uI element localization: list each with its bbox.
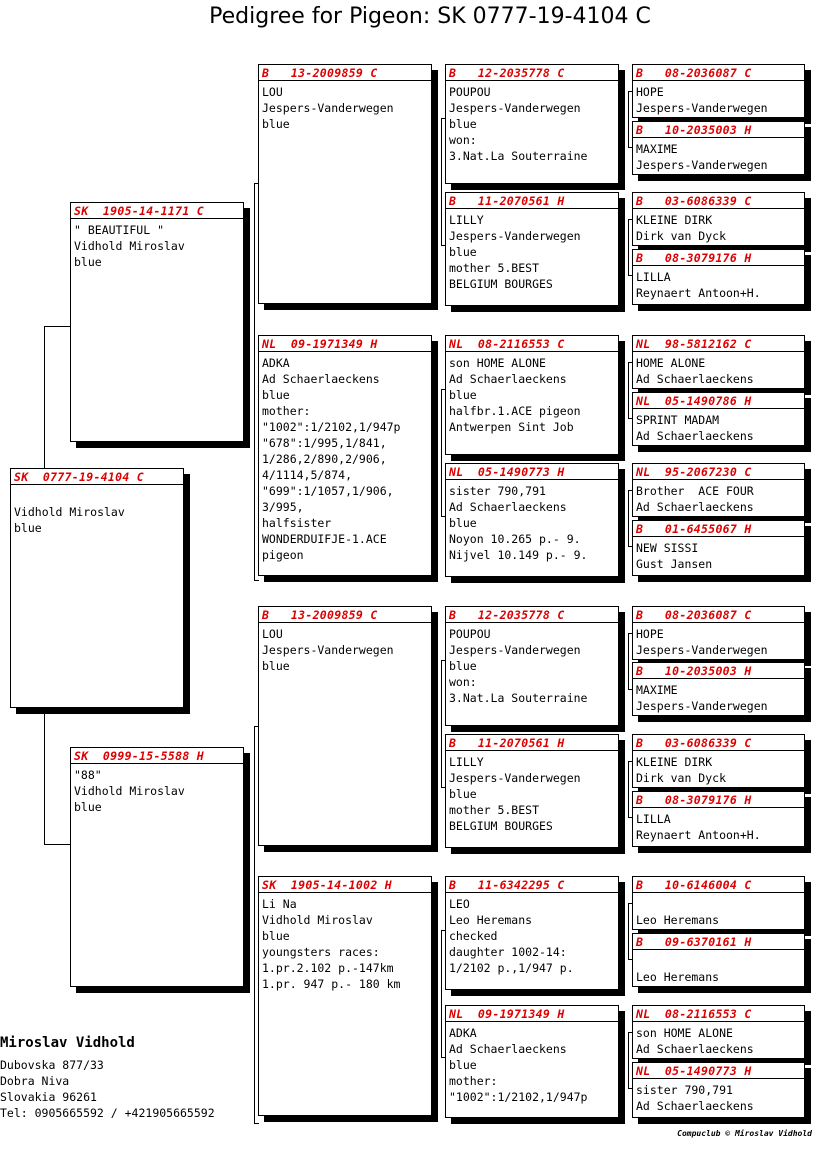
ring-number: B 10-2035003 H	[636, 664, 752, 678]
detail-line: Jespers-Vanderwegen	[449, 101, 581, 115]
detail-line: Reynaert Antoon+H.	[636, 828, 761, 842]
card-divider	[259, 892, 431, 893]
pigeon-details	[259, 626, 431, 674]
detail-line: 3/995,	[262, 500, 304, 514]
ring-number: NL 08-2116553 C	[636, 1007, 752, 1021]
detail-line: "1002":1/2102,1/947p	[262, 420, 401, 434]
detail-line: won:	[449, 675, 477, 689]
detail-line: Jespers-Vanderwegen	[262, 101, 394, 115]
card-divider	[446, 892, 618, 893]
ring-number: B 08-2036087 C	[636, 608, 752, 622]
pigeon-details	[633, 896, 804, 928]
detail-line: Gust Jansen	[636, 557, 713, 571]
card-divider	[446, 750, 618, 751]
owner-block	[0, 1035, 215, 1121]
detail-line: youngsters races:	[262, 945, 380, 959]
card-divider	[633, 750, 804, 751]
detail-line: son HOME ALONE	[636, 1026, 733, 1040]
detail-line: Ad Schaerlaeckens	[262, 372, 380, 386]
pigeon-card	[632, 463, 805, 517]
owner-name: Miroslav Vidhold	[0, 1035, 135, 1051]
detail-line: HOPE	[636, 627, 664, 641]
ring-number: B 03-6086339 C	[636, 194, 752, 208]
card-divider	[446, 80, 618, 81]
detail-line: Noyon 10.265 p.- 9.	[449, 532, 581, 546]
pigeon-details	[633, 626, 804, 658]
detail-line: halfbr.1.ACE pigeon	[449, 404, 581, 418]
ring-number: B 10-2035003 H	[636, 123, 752, 137]
detail-line: Jespers-Vanderwegen	[636, 699, 768, 713]
pigeon-card	[632, 933, 805, 987]
pigeon-card	[632, 734, 805, 788]
pigeon-details	[446, 1025, 618, 1105]
detail-line: Jespers-Vanderwegen	[449, 643, 581, 657]
detail-line: KLEINE DIRK	[636, 755, 713, 769]
detail-line: mother:	[262, 404, 311, 418]
pigeon-card	[632, 249, 805, 305]
detail-line	[14, 488, 183, 504]
detail-line: pigeon	[262, 548, 304, 562]
ring-number: B 13-2009859 C	[262, 66, 378, 80]
detail-line: Nijvel 10.149 p.- 9.	[449, 548, 588, 562]
card-divider	[633, 622, 804, 623]
card-divider	[71, 218, 243, 219]
card-divider	[71, 763, 243, 764]
detail-line: blue	[449, 659, 477, 673]
pigeon-card	[445, 335, 619, 455]
ring-number: B 10-6146004 C	[636, 878, 752, 892]
detail-line: blue	[262, 929, 290, 943]
detail-line: blue	[449, 388, 477, 402]
detail-line: 1/2102 p.,1/947 p.	[449, 961, 574, 975]
detail-line: Vidhold Miroslav	[74, 239, 185, 253]
pigeon-card	[445, 734, 619, 848]
detail-line: sister 790,791	[449, 484, 546, 498]
pigeon-details	[633, 84, 804, 116]
pigeon-card	[632, 1005, 805, 1059]
pigeon-details	[633, 483, 804, 515]
pigeon-details	[633, 754, 804, 786]
pigeon-card	[445, 1005, 619, 1118]
pigeon-details	[633, 540, 804, 572]
detail-line: blue	[449, 1058, 477, 1072]
card-divider	[633, 892, 804, 893]
pigeon-details	[446, 355, 618, 435]
pigeon-details	[633, 355, 804, 387]
detail-line: Leo Heremans	[636, 970, 720, 984]
detail-line: Ad Schaerlaeckens	[449, 372, 567, 386]
detail-line: daughter 1002-14:	[449, 945, 567, 959]
detail-line: blue	[262, 117, 290, 131]
detail-line: Antwerpen Sint Job	[449, 420, 574, 434]
ring-number: SK 1905-14-1171 C	[74, 204, 205, 218]
pigeon-details	[446, 626, 618, 706]
card-divider	[633, 351, 804, 352]
pigeon-details	[633, 811, 804, 843]
detail-line: blue	[262, 388, 290, 402]
detail-line: Brother ACE FOUR	[636, 484, 754, 498]
detail-line: SPRINT MADAM	[636, 413, 720, 427]
pigeon-details	[446, 896, 618, 976]
card-divider	[446, 1021, 618, 1022]
detail-line: Jespers-Vanderwegen	[636, 643, 768, 657]
pigeon-card	[632, 121, 805, 175]
card-divider	[259, 622, 431, 623]
detail-line: mother 5.BEST	[449, 261, 540, 275]
pigeon-card	[445, 463, 619, 577]
detail-line: Leo Heremans	[636, 913, 720, 927]
pigeon-details	[446, 483, 618, 563]
ring-number: NL 05-1490773 H	[449, 465, 565, 479]
ring-number: B 09-6370161 H	[636, 935, 752, 949]
ring-number: SK 0777-19-4104 C	[14, 470, 145, 484]
pigeon-card	[445, 64, 619, 184]
detail-line: 1/286,2/890,2/906,	[262, 452, 387, 466]
detail-line: "699":1/1057,1/906,	[262, 484, 394, 498]
pigeon-details	[633, 141, 804, 173]
pigeon-details	[71, 222, 243, 270]
pigeon-card	[258, 876, 432, 1116]
ring-number: B 08-3079176 H	[636, 251, 752, 265]
pigeon-card	[445, 606, 619, 726]
detail-line: Li Na	[262, 897, 297, 911]
owner-address-line: Slovakia 96261	[0, 1090, 97, 1104]
detail-line: BELGIUM BOURGES	[449, 277, 553, 291]
pigeon-details	[633, 269, 804, 301]
ring-number: NL 05-1490786 H	[636, 394, 752, 408]
ring-number: B 11-2070561 H	[449, 736, 565, 750]
ring-number: B 08-3079176 H	[636, 793, 752, 807]
card-divider	[633, 1078, 804, 1079]
detail-line: blue	[449, 117, 477, 131]
detail-line: son HOME ALONE	[449, 356, 546, 370]
detail-line: Ad Schaerlaeckens	[636, 429, 754, 443]
pigeon-card	[632, 876, 805, 930]
card-divider	[633, 949, 804, 950]
ring-number: NL 09-1971349 H	[262, 337, 378, 351]
detail-line: blue	[449, 787, 477, 801]
detail-line: Dirk van Dyck	[636, 771, 727, 785]
detail-line: POUPOU	[449, 85, 491, 99]
detail-line: LOU	[262, 85, 283, 99]
detail-line: Jespers-Vanderwegen	[449, 771, 581, 785]
pigeon-card	[258, 335, 432, 576]
detail-line: blue	[14, 521, 42, 535]
card-divider	[633, 536, 804, 537]
pigeon-details	[633, 953, 804, 985]
detail-line: Vidhold Miroslav	[14, 505, 125, 519]
footer-credit: Compuclub © Miroslav Vidhold	[677, 1129, 812, 1138]
detail-line: NEW SISSI	[636, 541, 699, 555]
pigeon-card	[632, 791, 805, 847]
detail-line: halfsister	[262, 516, 332, 530]
detail-line: Jespers-Vanderwegen	[449, 229, 581, 243]
detail-line: LILLY	[449, 755, 484, 769]
pigeon-details	[633, 1082, 804, 1114]
detail-line: "88"	[74, 768, 102, 782]
detail-line: "678":1/995,1/841,	[262, 436, 387, 450]
detail-line: checked	[449, 929, 498, 943]
card-divider	[633, 208, 804, 209]
ring-number: SK 0999-15-5588 H	[74, 749, 205, 763]
detail-line: 3.Nat.La Souterraine	[449, 149, 588, 163]
pigeon-card	[258, 64, 432, 304]
pigeon-card	[445, 192, 619, 306]
detail-line	[636, 896, 804, 912]
pigeon-card	[445, 876, 619, 990]
pigeon-card	[70, 202, 244, 442]
ring-number: B 08-2036087 C	[636, 66, 752, 80]
card-divider	[633, 80, 804, 81]
card-divider	[633, 479, 804, 480]
detail-line: BELGIUM BOURGES	[449, 819, 553, 833]
detail-line: Ad Schaerlaeckens	[449, 1042, 567, 1056]
detail-line: Ad Schaerlaeckens	[449, 500, 567, 514]
detail-line: LEO	[449, 897, 470, 911]
detail-line: 1.pr. 947 p.- 180 km	[262, 977, 401, 991]
pigeon-card	[10, 468, 184, 708]
detail-line: Vidhold Miroslav	[262, 913, 373, 927]
pigeon-card	[632, 392, 805, 446]
pigeon-card	[632, 1062, 805, 1118]
pigeon-details	[259, 896, 431, 992]
owner-address-line: Dubovska 877/33	[0, 1058, 104, 1072]
pigeon-details	[633, 212, 804, 244]
detail-line: POUPOU	[449, 627, 491, 641]
detail-line: 4/1114,5/874,	[262, 468, 353, 482]
detail-line: Ad Schaerlaeckens	[636, 500, 754, 514]
detail-line: KLEINE DIRK	[636, 213, 713, 227]
detail-line: Reynaert Antoon+H.	[636, 286, 761, 300]
card-divider	[633, 807, 804, 808]
ring-number: B 13-2009859 C	[262, 608, 378, 622]
ring-number: SK 1905-14-1002 H	[262, 878, 393, 892]
detail-line: HOPE	[636, 85, 664, 99]
ring-number: B 11-6342295 C	[449, 878, 565, 892]
card-divider	[633, 408, 804, 409]
detail-line: "1002":1/2102,1/947p	[449, 1090, 588, 1104]
owner-phone: Tel: 0905665592 / +421905665592	[0, 1106, 215, 1120]
pigeon-details	[71, 767, 243, 815]
ring-number: NL 05-1490773 H	[636, 1064, 752, 1078]
ring-number: B 11-2070561 H	[449, 194, 565, 208]
pigeon-details	[446, 212, 618, 292]
pigeon-card	[632, 64, 805, 118]
detail-line: LILLA	[636, 270, 671, 284]
card-divider	[446, 208, 618, 209]
detail-line: blue	[262, 659, 290, 673]
detail-line: blue	[449, 245, 477, 259]
card-divider	[633, 1021, 804, 1022]
ring-number: B 01-6455067 H	[636, 522, 752, 536]
pigeon-details	[446, 754, 618, 834]
pigeon-details	[259, 355, 431, 563]
ring-number: NL 98-5812162 C	[636, 337, 752, 351]
pigeon-card	[632, 662, 805, 716]
pigeon-details	[633, 682, 804, 714]
detail-line: mother 5.BEST	[449, 803, 540, 817]
detail-line: 1.pr.2.102 p.-147km	[262, 961, 394, 975]
pigeon-details	[446, 84, 618, 164]
ring-number: NL 08-2116553 C	[449, 337, 565, 351]
detail-line: Jespers-Vanderwegen	[636, 158, 768, 172]
ring-number: NL 95-2067230 C	[636, 465, 752, 479]
detail-line: 3.Nat.La Souterraine	[449, 691, 588, 705]
detail-line: HOME ALONE	[636, 356, 706, 370]
detail-line: ADKA	[449, 1026, 477, 1040]
card-divider	[633, 678, 804, 679]
detail-line: won:	[449, 133, 477, 147]
detail-line: LOU	[262, 627, 283, 641]
owner-address-line: Dobra Niva	[0, 1074, 70, 1088]
card-divider	[259, 351, 431, 352]
detail-line: " BEAUTIFUL "	[74, 223, 165, 237]
pigeon-details	[11, 488, 183, 536]
card-divider	[446, 622, 618, 623]
pigeon-card	[70, 747, 244, 987]
detail-line: mother:	[449, 1074, 498, 1088]
page-title: Pedigree for Pigeon: SK 0777-19-4104 C	[209, 4, 651, 29]
detail-line	[636, 953, 804, 969]
detail-line: ADKA	[262, 356, 290, 370]
ring-number: B 12-2035778 C	[449, 608, 565, 622]
card-divider	[259, 80, 431, 81]
pigeon-card	[632, 606, 805, 660]
pigeon-card	[258, 606, 432, 846]
pigeon-card	[632, 520, 805, 576]
pigeon-card	[632, 192, 805, 246]
card-divider	[633, 137, 804, 138]
detail-line: blue	[74, 800, 102, 814]
detail-line: Ad Schaerlaeckens	[636, 1099, 754, 1113]
detail-line: MAXIME	[636, 142, 678, 156]
ring-number: B 12-2035778 C	[449, 66, 565, 80]
detail-line: Leo Heremans	[449, 913, 533, 927]
pigeon-details	[633, 1025, 804, 1057]
detail-line: Ad Schaerlaeckens	[636, 1042, 754, 1056]
detail-line: WONDERDUIFJE-1.ACE	[262, 532, 387, 546]
detail-line: Jespers-Vanderwegen	[636, 101, 768, 115]
detail-line: MAXIME	[636, 683, 678, 697]
detail-line: blue	[74, 255, 102, 269]
ring-number: NL 09-1971349 H	[449, 1007, 565, 1021]
detail-line: Dirk van Dyck	[636, 229, 727, 243]
detail-line: LILLA	[636, 812, 671, 826]
detail-line: Ad Schaerlaeckens	[636, 372, 754, 386]
pigeon-details	[259, 84, 431, 132]
card-divider	[11, 484, 183, 485]
pigeon-card	[632, 335, 805, 389]
detail-line: Vidhold Miroslav	[74, 784, 185, 798]
detail-line: blue	[449, 516, 477, 530]
card-divider	[446, 351, 618, 352]
detail-line: LILLY	[449, 213, 484, 227]
detail-line: sister 790,791	[636, 1083, 733, 1097]
ring-number: B 03-6086339 C	[636, 736, 752, 750]
card-divider	[633, 265, 804, 266]
pigeon-details	[633, 412, 804, 444]
card-divider	[446, 479, 618, 480]
detail-line: Jespers-Vanderwegen	[262, 643, 394, 657]
